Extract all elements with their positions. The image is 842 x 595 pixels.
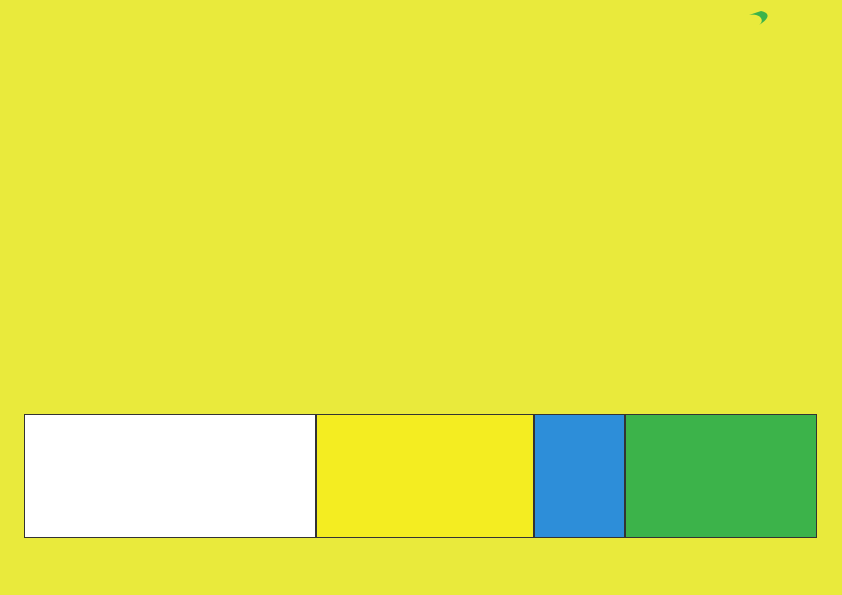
paper-waste-box (534, 414, 625, 538)
year-calendar (24, 40, 816, 412)
green-waste-box (625, 414, 817, 538)
legend (24, 414, 316, 538)
eak-logo (731, 11, 811, 39)
header (27, 10, 817, 40)
plastic-waste-box (316, 414, 534, 538)
